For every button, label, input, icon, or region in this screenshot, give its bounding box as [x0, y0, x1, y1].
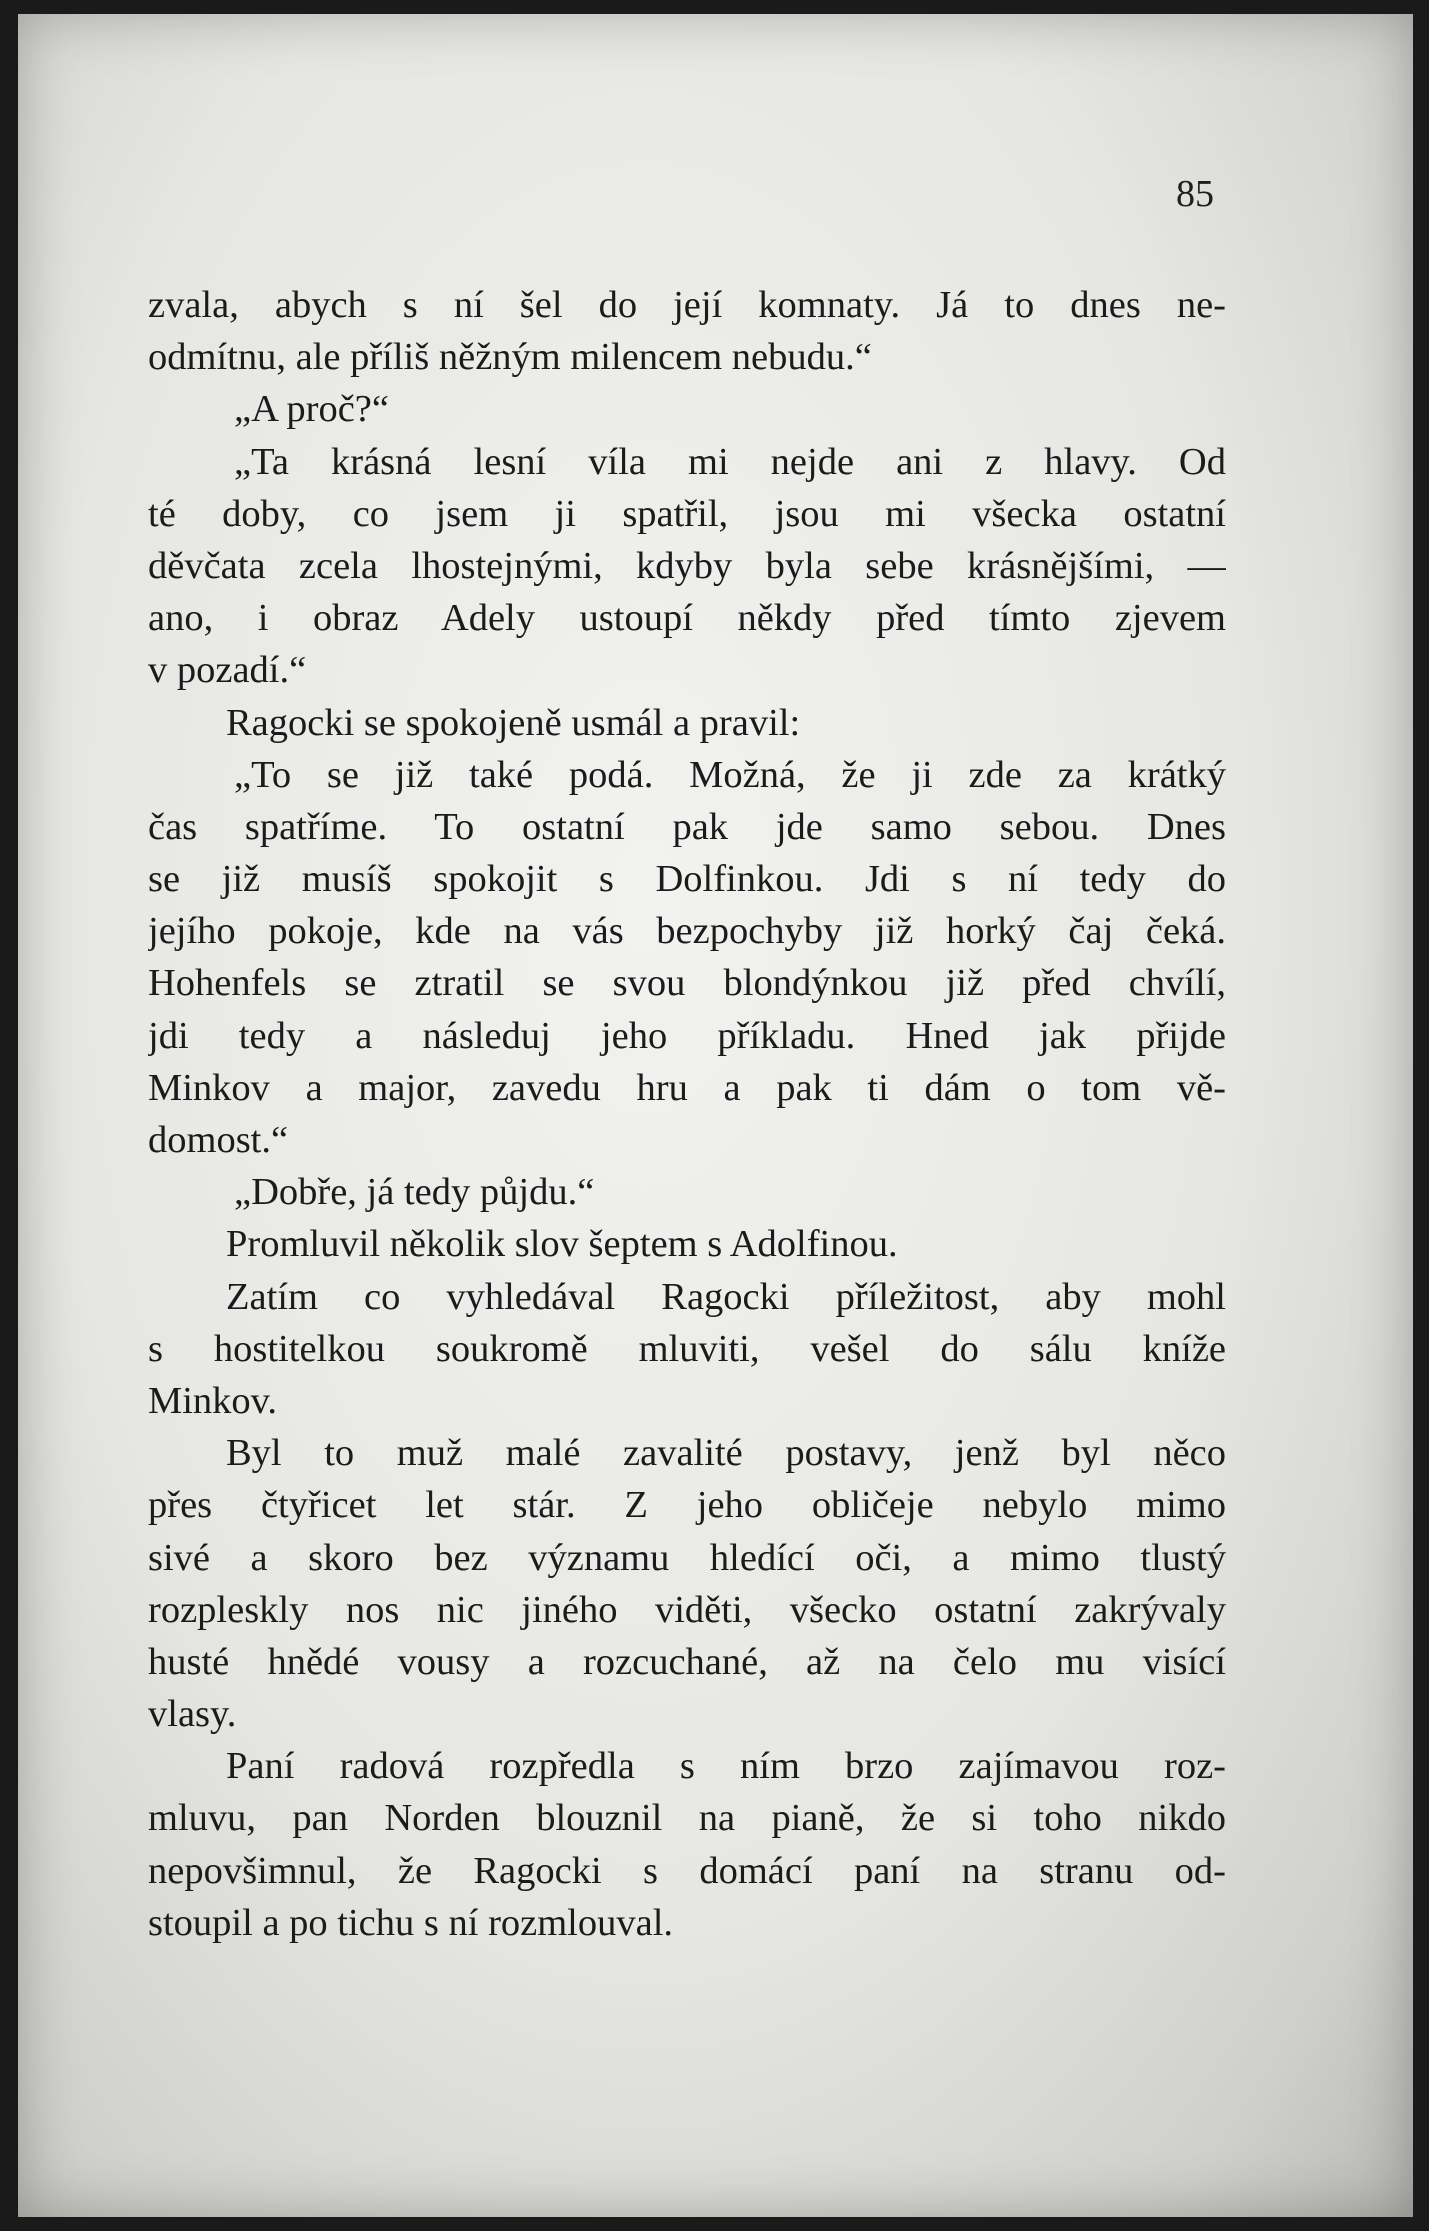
- text-line: rozpleskly nos nic jiného viděti, všecko ostatní zakrývaly: [148, 1588, 1226, 1631]
- text-line: „A proč?“: [234, 388, 389, 431]
- text-line: té doby, co jsem ji spatřil, jsou mi všecka ostatní: [148, 492, 1226, 535]
- text-line: domost.“: [148, 1119, 289, 1161]
- text-line: zvala, abych s ní šel do její komnaty. Já to dnes ne-: [148, 284, 1226, 326]
- text-line: ano, i obraz Adely ustoupí někdy před tímto zjevem: [148, 597, 1226, 640]
- text-line: odmítnu, ale příliš něžným milencem nebudu.“: [148, 336, 872, 379]
- text-line: v pozadí.“: [148, 649, 307, 692]
- text-line: sivé a skoro bez významu hledící oči, a mimo tlustý: [148, 1536, 1226, 1579]
- text-line: „Ta krásná lesní víla mi nejde ani z hlavy. Od: [234, 440, 1226, 483]
- text-line: stoupil a po tichu s ní rozmlouval.: [148, 1901, 674, 1944]
- text-line: „To se již také podá. Možná, že ji zde za krátký: [234, 753, 1226, 796]
- text-line: nepovšimnul, že Ragocki s domácí paní na stranu od-: [148, 1849, 1226, 1892]
- text-line: vlasy.: [148, 1693, 237, 1736]
- body-text: [148, 279, 1226, 1949]
- text-line: děvčata zcela lhostejnými, kdyby byla sebe krásnějšími, —: [148, 544, 1226, 587]
- page-number: 85: [1176, 173, 1214, 215]
- text-line: Promluvil několik slov šeptem s Adolfinou.: [226, 1223, 898, 1266]
- text-line: se již musíš spokojit s Dolfinkou. Jdi s ní tedy do: [148, 858, 1226, 901]
- text-line: přes čtyřicet let stár. Z jeho obličeje nebylo mimo: [148, 1484, 1226, 1527]
- text-line: čas spatříme. To ostatní pak jde samo sebou. Dnes: [148, 805, 1226, 848]
- text-line: Zatím co vyhledával Ragocki příležitost, aby mohl: [226, 1275, 1226, 1318]
- text-line: jejího pokoje, kde na vás bezpochyby již horký čaj čeká.: [148, 910, 1226, 953]
- text-line: jdi tedy a následuj jeho příkladu. Hned jak přijde: [148, 1014, 1226, 1057]
- text-line: mluvu, pan Norden blouznil na pianě, že si toho nikdo: [148, 1797, 1226, 1840]
- text-line: „Dobře, já tedy půjdu.“: [234, 1171, 595, 1214]
- text-line: husté hnědé vousy a rozcuchané, až na čelo mu visící: [148, 1640, 1226, 1683]
- book-page: [18, 14, 1413, 2217]
- text-line: Minkov a major, zavedu hru a pak ti dám o tom vě-: [148, 1066, 1226, 1109]
- text-line: Minkov.: [148, 1379, 278, 1422]
- text-line: Ragocki se spokojeně usmál a pravil:: [226, 701, 801, 744]
- text-line: Byl to muž malé zavalité postavy, jenž byl něco: [226, 1432, 1226, 1475]
- text-line: Paní radová rozpředla s ním brzo zajímavou roz-: [226, 1745, 1226, 1788]
- text-line: s hostitelkou soukromě mluviti, vešel do sálu kníže: [148, 1327, 1226, 1370]
- text-line: Hohenfels se ztratil se svou blondýnkou již před chvílí,: [148, 962, 1226, 1005]
